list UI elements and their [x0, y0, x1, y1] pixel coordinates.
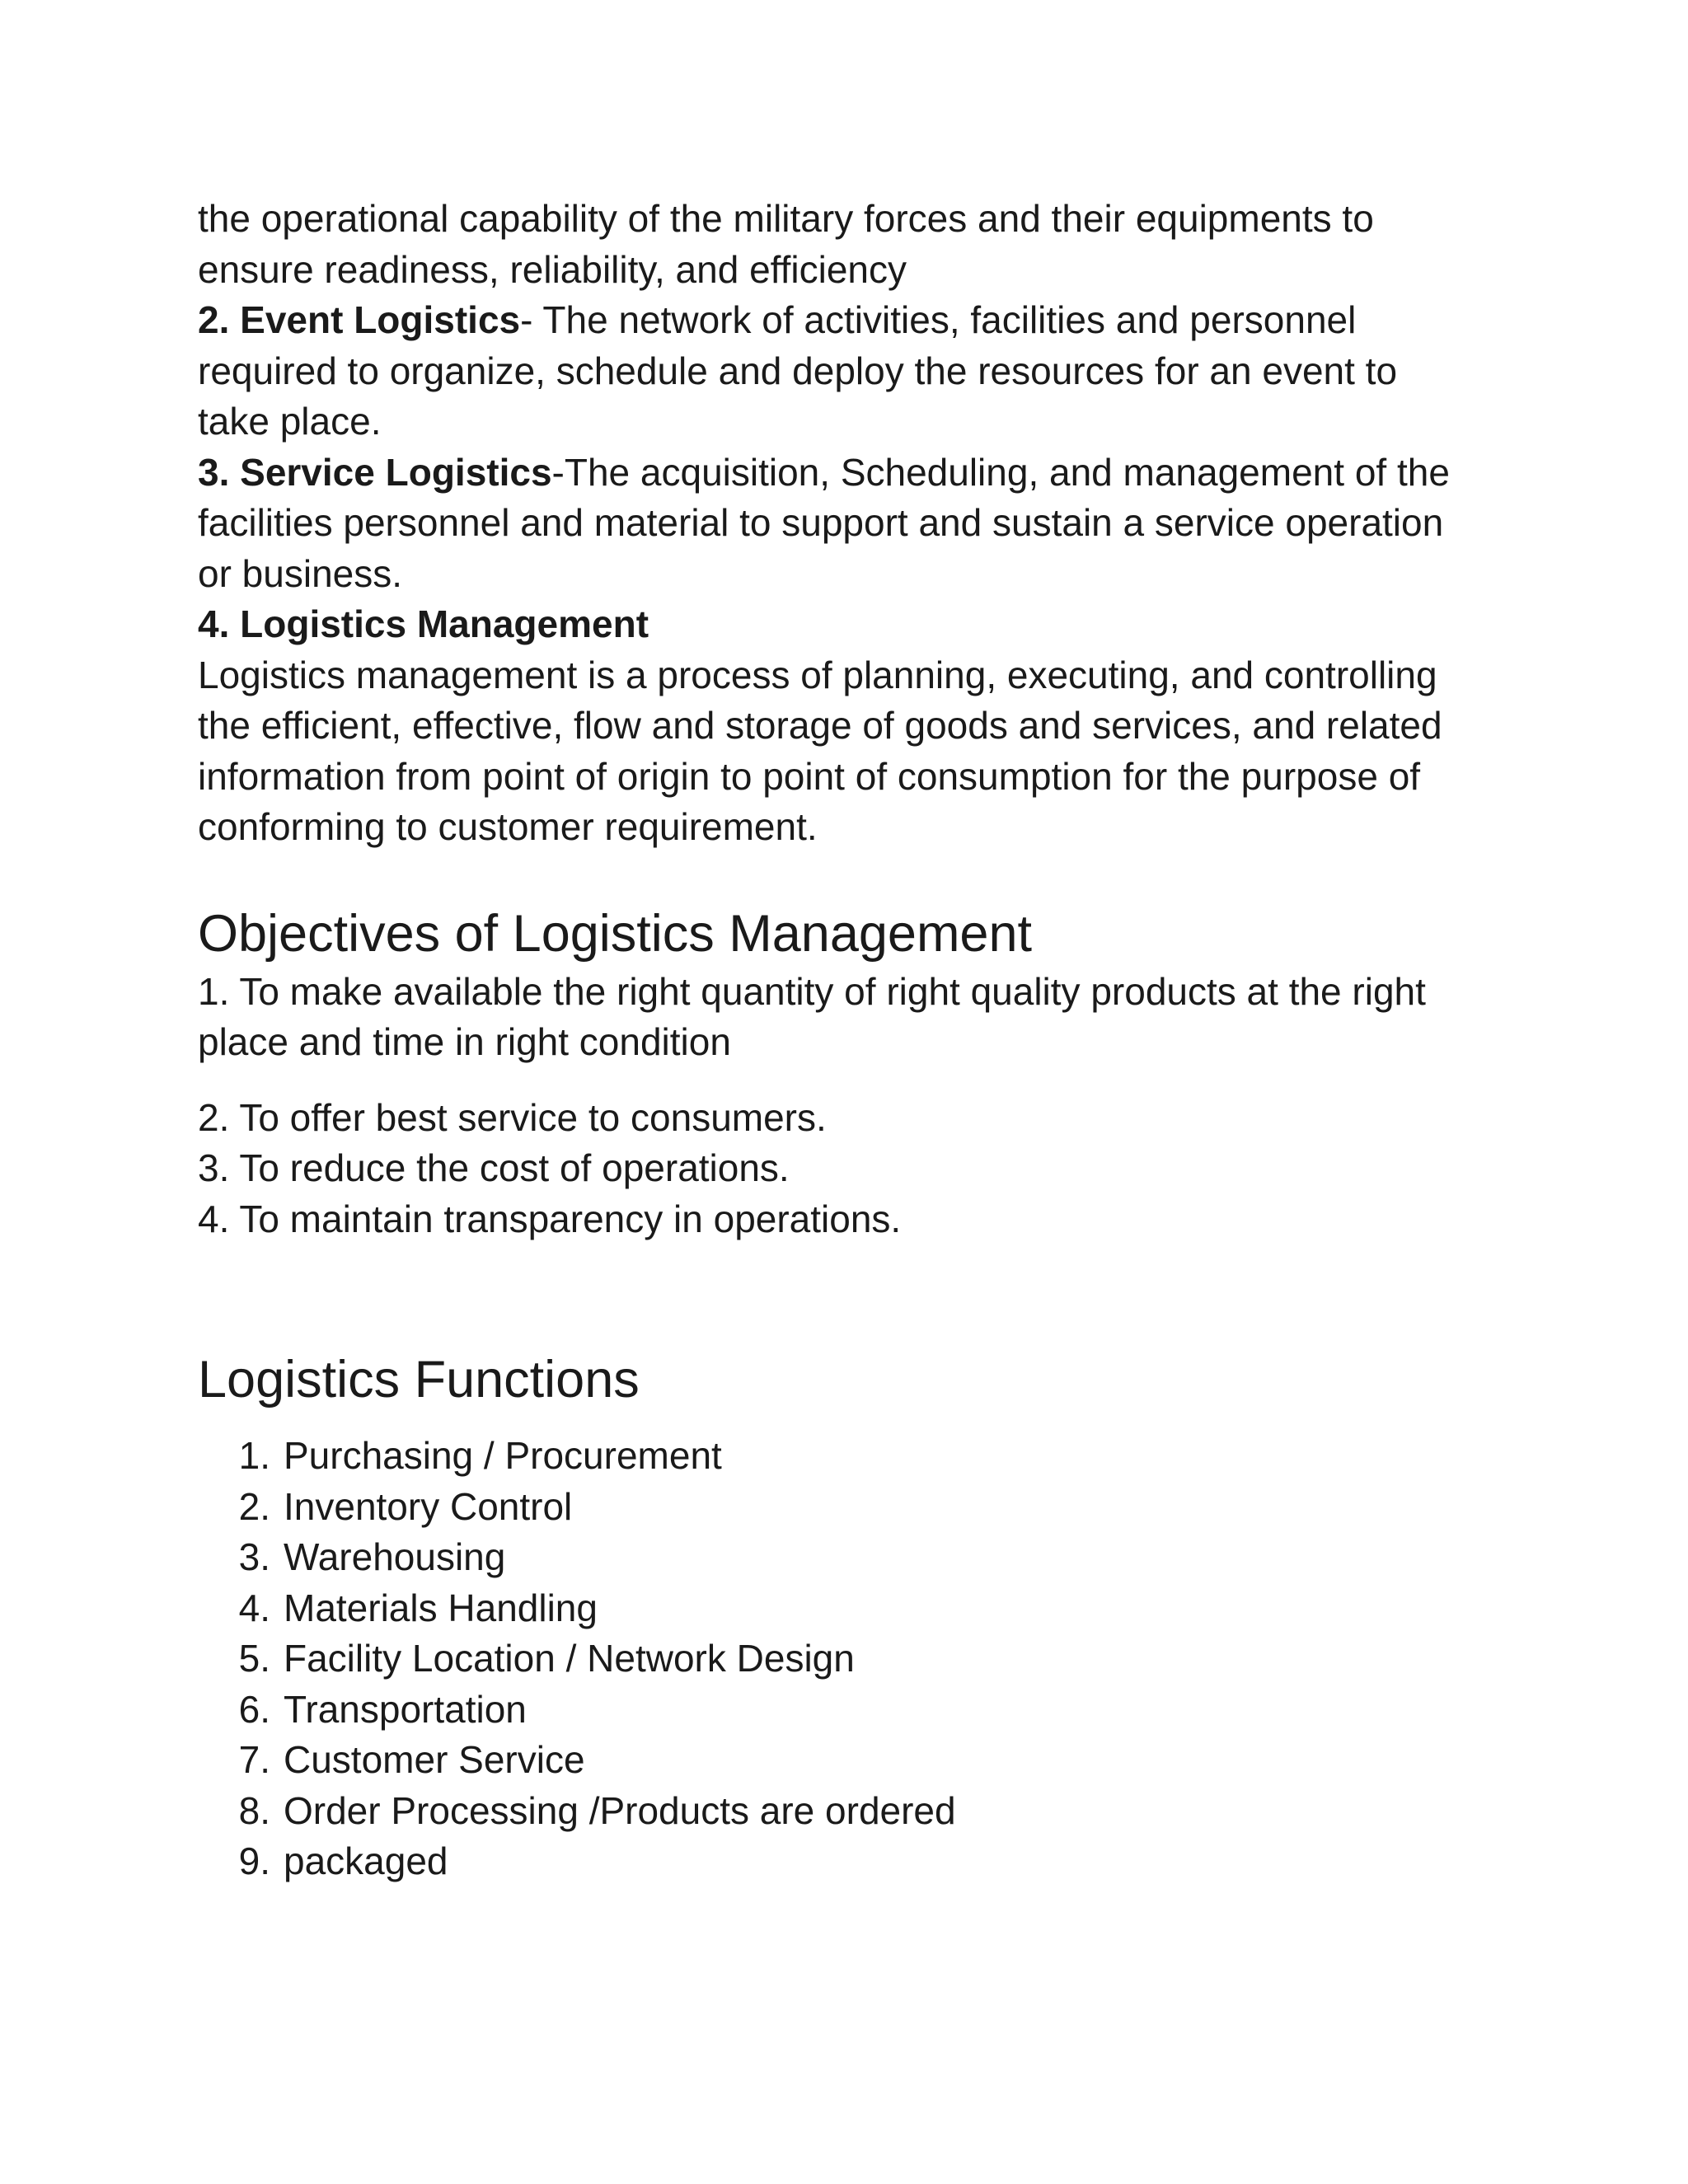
list-label: Purchasing / Procurement: [284, 1434, 722, 1477]
list-label: Facility Location / Network Design: [284, 1637, 855, 1680]
list-label: Transportation: [284, 1687, 527, 1731]
event-logistics-text: - The network of activities, facilities and personnel: [520, 298, 1357, 341]
list-label: Customer Service: [284, 1738, 585, 1781]
logistics-management-title: 4. Logistics Management: [198, 602, 649, 645]
list-label: Order Processing /Products are ordered: [284, 1788, 956, 1832]
list-item: [198, 1532, 1533, 1583]
list-number: 6 .: [198, 1685, 270, 1736]
list-item: [198, 1633, 1533, 1685]
list-number: 5 .: [198, 1633, 270, 1685]
list-number: 7 .: [198, 1735, 270, 1786]
objective-item: 3. To reduce the cost of operations.: [198, 1146, 790, 1189]
logistics-management-line: the efficient, effective, flow and storage of goods and services, and related: [198, 704, 1442, 747]
service-logistics-paragraph: [198, 448, 1533, 499]
event-logistics-title: 2. Event Logistics: [198, 298, 521, 341]
event-logistics-line: required to organize, schedule and deploy the resources for an event to: [198, 349, 1398, 392]
list-number: 4 .: [198, 1583, 270, 1634]
objective-item: 2. To offer best service to consumers.: [198, 1095, 827, 1139]
logistics-management-line: Logistics management is a process of planning, executing, and controlling: [198, 653, 1437, 696]
list-item: [198, 1583, 1533, 1634]
logistics-management-line: conforming to customer requirement.: [198, 805, 818, 848]
list-item: [198, 1836, 1533, 1887]
objective-item: 1. To make available the right quantity of right quality products at the right: [198, 969, 1426, 1013]
objectives-heading: Objectives of Logistics Management: [198, 904, 1032, 963]
list-label: Inventory Control: [284, 1484, 573, 1528]
list-label: Materials Handling: [284, 1586, 598, 1629]
objective-item: place and time in right condition: [198, 1020, 731, 1063]
list-item: [198, 1786, 1533, 1837]
functions-list: [198, 1431, 1533, 1887]
list-item: [198, 1685, 1533, 1736]
list-number: 9 .: [198, 1836, 270, 1887]
list-number: 3 .: [198, 1532, 270, 1583]
list-number: 1 .: [198, 1431, 270, 1482]
list-item: [198, 1431, 1533, 1482]
functions-heading: Logistics Functions: [198, 1351, 640, 1408]
intro-line: ensure readiness, reliability, and efficiency: [198, 247, 907, 291]
objective-item: 4. To maintain transparency in operations.: [198, 1197, 902, 1240]
service-logistics-line: facilities personnel and material to support and sustain a service operation: [198, 501, 1444, 544]
service-logistics-line: or business.: [198, 551, 403, 595]
list-label: Warehousing: [284, 1535, 506, 1578]
list-item: [198, 1735, 1533, 1786]
service-logistics-title: 3. Service Logistics: [198, 450, 552, 494]
event-logistics-line: take place.: [198, 400, 382, 443]
list-number: 8 .: [198, 1786, 270, 1837]
event-logistics-paragraph: [198, 295, 1533, 346]
list-item: [198, 1482, 1533, 1533]
logistics-management-line: information from point of origin to point of consumption for the purpose of: [198, 754, 1421, 798]
service-logistics-text: -The acquisition, Scheduling, and management of the: [551, 450, 1450, 494]
list-label: packaged: [284, 1840, 448, 1882]
document-page: [198, 194, 1533, 1887]
list-number: 2 .: [198, 1482, 270, 1533]
intro-line: the operational capability of the military forces and their equipments to: [198, 197, 1374, 240]
